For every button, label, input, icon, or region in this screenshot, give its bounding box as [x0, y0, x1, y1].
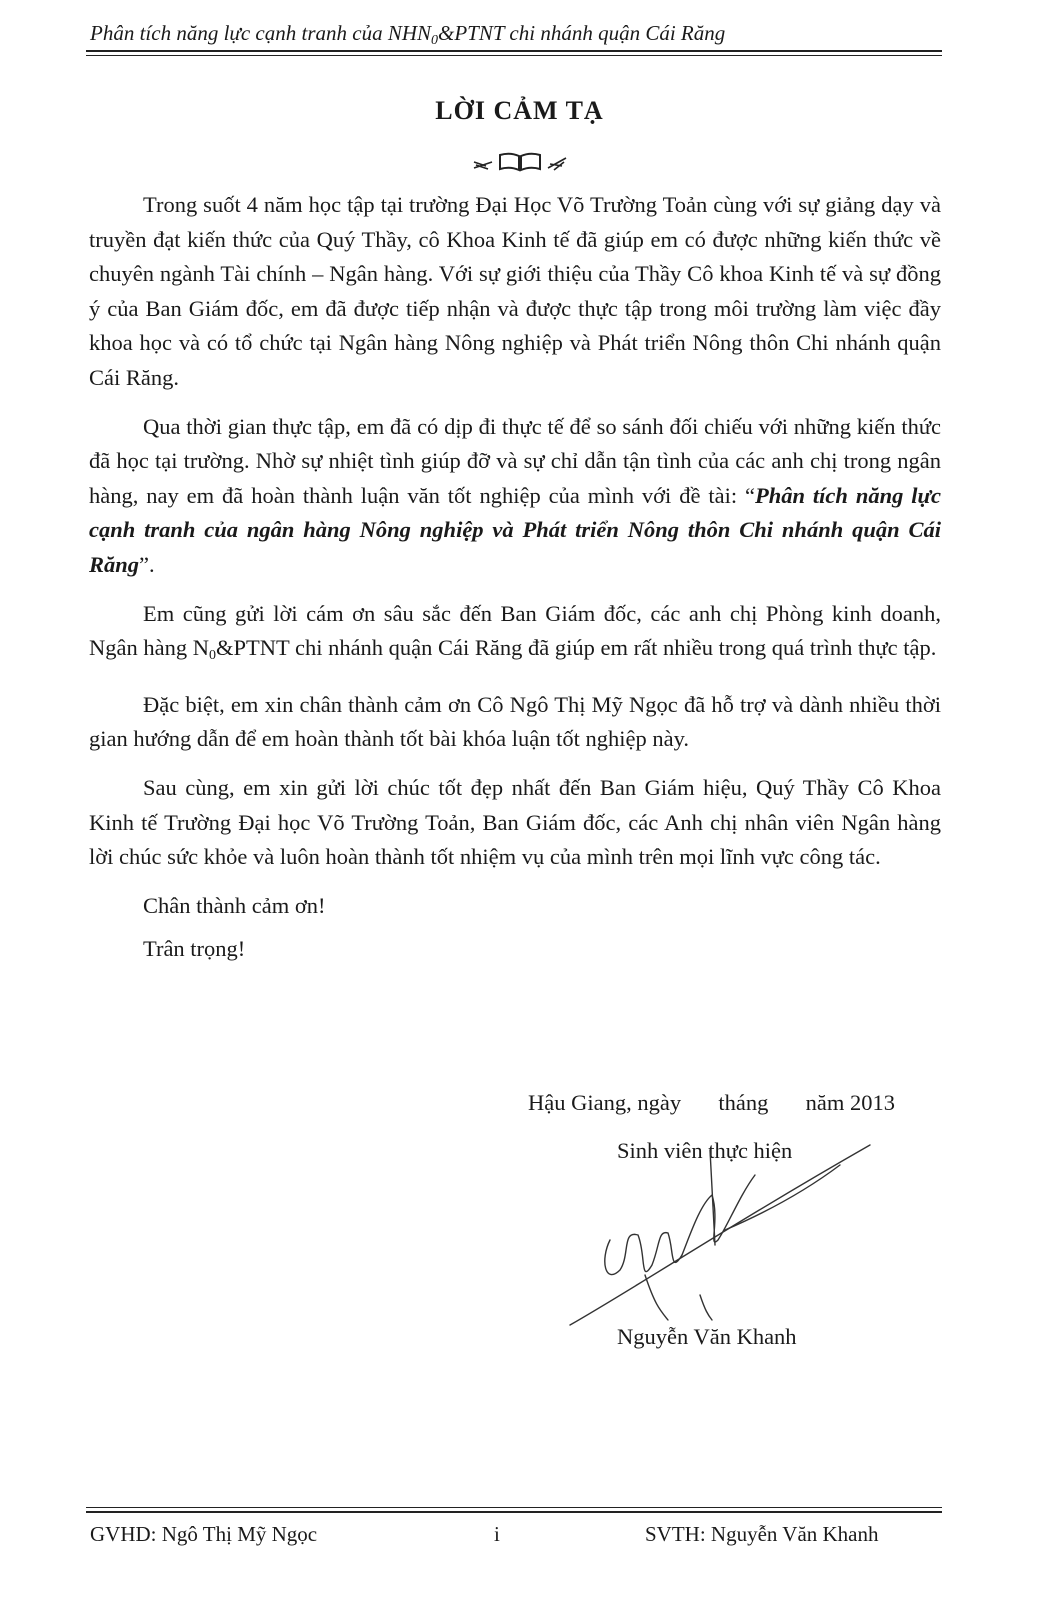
footer-advisor: GVHD: Ngô Thị Mỹ Ngọc: [90, 1522, 318, 1546]
header-rule-thick: [86, 50, 942, 52]
closing-thanks: Chân thành cảm ơn!: [143, 892, 326, 918]
running-header-text-b: &PTNT chi nhánh quận Cái Răng: [438, 21, 726, 45]
date-line: [528, 1090, 948, 1116]
thesis-topic: Phân tích năng lực cạnh tranh của ngân hàng Nông nghiệp và Phát triển Nông thôn Chi nhánh quận Cái Răng: [89, 482, 941, 577]
paragraph-thanks-advisor: Đặc biệt, em xin chân thành cảm ơn Cô Ngô Thị Mỹ Ngọc đã hỗ trợ và dành nhiều thời gian hướng dẫn để em hoàn thành tốt bài khóa luận tốt nghiệp này.: [89, 691, 941, 752]
date-year: năm 2013: [805, 1090, 895, 1115]
page-title: LỜI CẢM TẠ: [435, 96, 604, 125]
paragraph-thanks-bank-a: Em cũng gửi lời cám ơn sâu sắc đến Ban Giám đốc, các anh chị Phòng kinh doanh, Ngân hàng N: [89, 600, 941, 661]
footer-student: SVTH: Nguyễn Văn Khanh: [645, 1522, 879, 1546]
paragraph-thanks-bank-subscript: 0: [208, 648, 216, 664]
acknowledgement-body: [89, 188, 941, 976]
header-rule-thin: [86, 55, 942, 56]
closing-regards: Trân trọng!: [143, 936, 246, 962]
running-header: [90, 20, 940, 54]
book-and-pen-ornament-icon: [470, 150, 570, 174]
date-month: tháng: [718, 1090, 769, 1115]
footer-page-number: i: [494, 1522, 500, 1546]
signer-role: Sinh viên thực hiện: [617, 1138, 793, 1163]
handwritten-signature-icon: [550, 1135, 880, 1335]
paragraph-intro: Trong suốt 4 năm học tập tại trường Đại Học Võ Trường Toản cùng với sự giảng dạy và truyền đạt kiến thức của Quý Thầy, cô Khoa Kinh tế đã giúp em có được những kiến thức về chuyên ngành Tài chính – Ngân hàng. Với sự giới thiệu của Thầy Cô khoa Kinh tế và sự đồng ý của Ban Giám đốc, em đã được tiếp nhận và được thực tập trong môi trường làm việc đầy khoa học và có tổ chức tại Ngân hàng Nông nghiệp và Phát triển Nông thôn Chi nhánh quận Cái Răng.: [89, 192, 941, 390]
paragraph-thanks-bank: [89, 597, 941, 674]
paragraph-thanks-bank-b: &PTNT chi nhánh quận Cái Răng đã giúp em rất nhiều trong quá trình thực tập.: [215, 635, 937, 661]
paragraph-thesis-lead: Qua thời gian thực tập, em đã có dịp đi thực tế để so sánh đối chiếu với những kiến thức đã học tại trường. Nhờ sự nhiệt tình giúp đỡ và sự chỉ dẫn tận tình của các anh chị trong ngân hàng, nay em đã hoàn thành luận văn tốt nghiệp của mình với đề tài: “: [89, 413, 941, 508]
running-header-text-a: Phân tích năng lực cạnh tranh của NHN: [90, 21, 432, 45]
date-place-day: Hậu Giang, ngày: [528, 1090, 682, 1115]
running-header-subscript: 0: [431, 33, 439, 48]
footer-rule-thick: [86, 1511, 942, 1513]
footer-rule-thin: [86, 1507, 942, 1508]
paragraph-thesis: [89, 410, 941, 583]
paragraph-thesis-tail: ”.: [139, 551, 155, 577]
signer-name: Nguyễn Văn Khanh: [617, 1324, 797, 1349]
paragraph-wishes: Sau cùng, em xin gửi lời chúc tốt đẹp nhất đến Ban Giám hiệu, Quý Thầy Cô Khoa Kinh tế Trường Đại học Võ Trường Toản, Ban Giám đốc, các Anh chị nhân viên Ngân hàng lời chúc sức khỏe và luôn hoàn thành tốt nhiệm vụ của mình trên mọi lĩnh vực công tác.: [89, 774, 941, 870]
